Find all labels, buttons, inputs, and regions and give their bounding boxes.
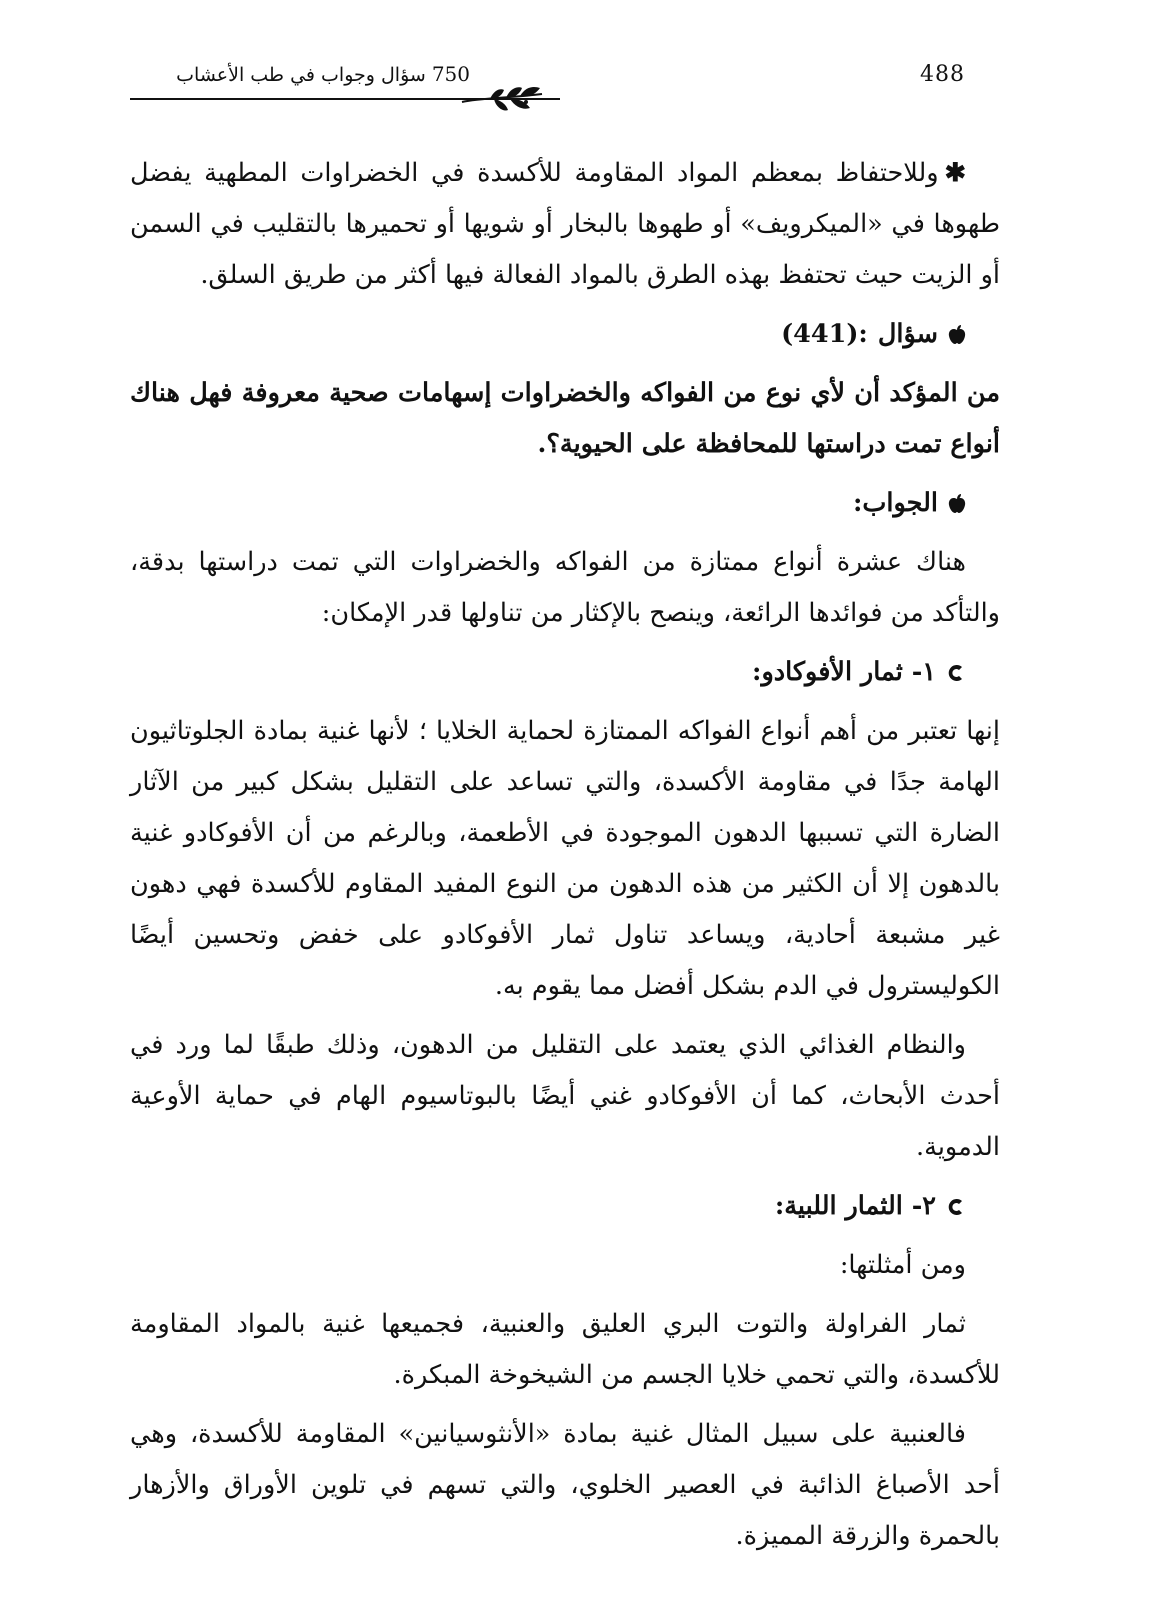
c-shape-icon (946, 1197, 966, 1217)
item1-heading-text: ١- ثمار الأفوكادو: (752, 657, 936, 687)
question-heading (130, 309, 1000, 360)
item2-paragraph-2: فالعنبية على سبيل المثال غنية بمادة «الأنثوسيانين» المقاومة للأكسدة، وهي أحد الأصباغ الذائبة في العصير الخلوي، والتي تسهم في تلوين الأوراق والأزهار بالحمرة والزرقة المميزة. (130, 1419, 1000, 1551)
page-content (130, 148, 1000, 1570)
question-label: سؤال (877, 319, 938, 349)
item2-paragraph-1: ثمار الفراولة والتوت البري العليق والعنبية، فجميعها غنية بالمواد المقاومة للأكسدة، والتي تحمي خلايا الجسم من الشيخوخة المبكرة. (130, 1309, 1000, 1390)
item1-heading (130, 647, 1000, 698)
book-title (176, 62, 470, 86)
item2-heading-text: ٢- الثمار اللبية: (774, 1191, 936, 1221)
running-header (130, 62, 1000, 96)
question-text: من المؤكد أن لأي نوع من الفواكه والخضراوات إسهامات صحية معروفة فهل هناك أنواع تمت دراستها للمحافظة على الحيوية؟. (130, 378, 1000, 459)
page-number: 488 (920, 62, 965, 87)
item1-paragraph-2: والنظام الغذائي الذي يعتمد على التقليل من الدهون، وذلك طبقًا لما ورد في أحدث الأبحاث، كما أن الأفوكادو غني أيضًا بالبوتاسيوم الهام في حماية الأوعية الدموية. (130, 1030, 1000, 1162)
intro-paragraph (130, 148, 1000, 301)
item1-paragraph-1: إنها تعتبر من أهم أنواع الفواكه الممتازة لحماية الخلايا ؛ لأنها غنية بمادة الجلوتاثيون الهامة جدًا في مقاومة الأكسدة، والتي تساعد على التقليل بشكل كبير من الآثار الضارة التي تسببها الدهون الموجودة في الأطعمة، وبالرغم من أن الأفوكادو غنية بالدهون إلا أن الكثير من هذه الدهون من النوع المفيد المقاوم للأكسدة فهي دهون غير مشبعة أحادية، ويساعد تناول ثمار الأفوكادو على خفض وتحسين أيضًا الكوليسترول في الدم بشكل أفضل مما يقوم به. (130, 716, 1000, 1001)
intro-text: وللاحتفاظ بمعظم المواد المقاومة للأكسدة في الخضراوات المطهية يفضل طهوها في «الميكرويف» أو طهوها بالبخار أو شويها أو تحميرها بالتقليب في السمن أو الزيت حيث تحتفظ بهذه الطرق بالمواد الفعالة فيها أكثر من طريق السلق. (130, 158, 1000, 290)
answer-intro: هناك عشرة أنواع ممتازة من الفواكه والخضراوات التي تمت دراستها بدقة، والتأكد من فوائدها الرائعة، وينصح بالإكثار من تناولها قدر الإمكان: (130, 547, 1000, 628)
apple-icon (948, 494, 966, 514)
item2-examples: ومن أمثلتها: (839, 1250, 966, 1280)
asterisk-marker: ✱ (944, 158, 966, 188)
question-number: (441): (781, 319, 868, 349)
answer-heading (130, 478, 1000, 529)
item2-heading (130, 1181, 1000, 1232)
leaf-branch-icon (460, 84, 544, 114)
c-shape-icon (946, 663, 966, 683)
book-title-number: 750 (431, 62, 470, 86)
book-page (130, 0, 1000, 1600)
book-title-text: سؤال وجواب في طب الأعشاب (176, 64, 426, 86)
answer-label: الجواب: (853, 488, 938, 518)
apple-icon (948, 325, 966, 345)
